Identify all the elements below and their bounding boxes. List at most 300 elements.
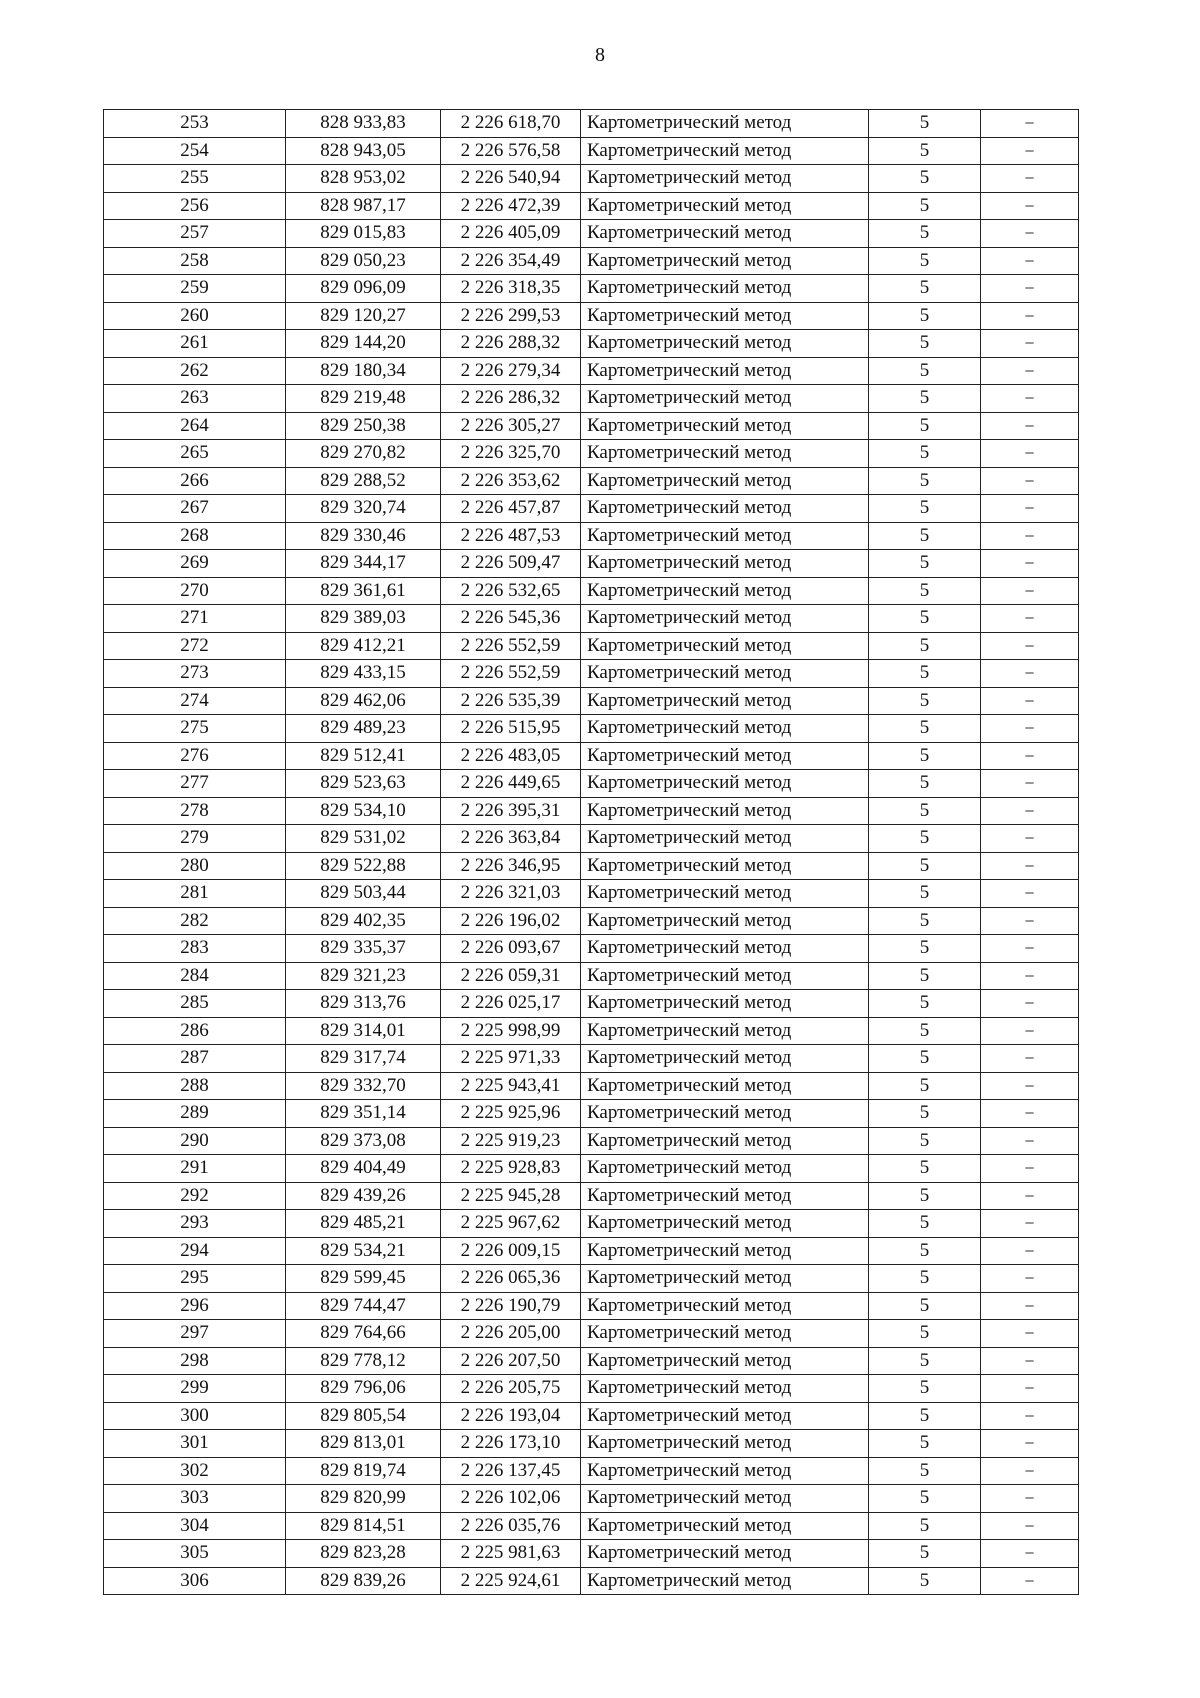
method-cell: Картометрический метод xyxy=(581,742,869,770)
point-number-cell: 274 xyxy=(104,687,286,715)
accuracy-cell: 5 xyxy=(869,770,981,798)
accuracy-cell: 5 xyxy=(869,907,981,935)
point-number-cell: 284 xyxy=(104,962,286,990)
point-number-cell: 265 xyxy=(104,440,286,468)
point-number-cell: 275 xyxy=(104,715,286,743)
x-coordinate-cell: 828 953,02 xyxy=(286,165,441,193)
accuracy-cell: 5 xyxy=(869,1540,981,1568)
y-coordinate-cell: 2 225 971,33 xyxy=(441,1045,581,1073)
table-row xyxy=(104,1540,1079,1568)
x-coordinate-cell: 829 317,74 xyxy=(286,1045,441,1073)
table-row xyxy=(104,1237,1079,1265)
note-cell: – xyxy=(981,1100,1079,1128)
table-row xyxy=(104,137,1079,165)
table-row xyxy=(104,990,1079,1018)
x-coordinate-cell: 829 288,52 xyxy=(286,467,441,495)
accuracy-cell: 5 xyxy=(869,110,981,138)
point-number-cell: 276 xyxy=(104,742,286,770)
method-cell: Картометрический метод xyxy=(581,522,869,550)
y-coordinate-cell: 2 226 190,79 xyxy=(441,1292,581,1320)
note-cell: – xyxy=(981,715,1079,743)
point-number-cell: 295 xyxy=(104,1265,286,1293)
point-number-cell: 280 xyxy=(104,852,286,880)
note-cell: – xyxy=(981,165,1079,193)
x-coordinate-cell: 829 820,99 xyxy=(286,1485,441,1513)
method-cell: Картометрический метод xyxy=(581,1347,869,1375)
coordinates-table xyxy=(103,109,1079,1595)
note-cell: – xyxy=(981,907,1079,935)
method-cell: Картометрический метод xyxy=(581,1210,869,1238)
point-number-cell: 289 xyxy=(104,1100,286,1128)
method-cell: Картометрический метод xyxy=(581,1155,869,1183)
method-cell: Картометрический метод xyxy=(581,550,869,578)
point-number-cell: 259 xyxy=(104,275,286,303)
table-row xyxy=(104,1072,1079,1100)
note-cell: – xyxy=(981,1210,1079,1238)
point-number-cell: 281 xyxy=(104,880,286,908)
table-row xyxy=(104,330,1079,358)
method-cell: Картометрический метод xyxy=(581,990,869,1018)
accuracy-cell: 5 xyxy=(869,137,981,165)
method-cell: Картометрический метод xyxy=(581,440,869,468)
accuracy-cell: 5 xyxy=(869,660,981,688)
x-coordinate-cell: 829 778,12 xyxy=(286,1347,441,1375)
y-coordinate-cell: 2 226 093,67 xyxy=(441,935,581,963)
accuracy-cell: 5 xyxy=(869,1045,981,1073)
point-number-cell: 261 xyxy=(104,330,286,358)
table-row xyxy=(104,1320,1079,1348)
y-coordinate-cell: 2 226 552,59 xyxy=(441,632,581,660)
point-number-cell: 304 xyxy=(104,1512,286,1540)
table-row xyxy=(104,110,1079,138)
y-coordinate-cell: 2 226 286,32 xyxy=(441,385,581,413)
point-number-cell: 278 xyxy=(104,797,286,825)
point-number-cell: 271 xyxy=(104,605,286,633)
method-cell: Картометрический метод xyxy=(581,385,869,413)
x-coordinate-cell: 829 404,49 xyxy=(286,1155,441,1183)
point-number-cell: 263 xyxy=(104,385,286,413)
point-number-cell: 287 xyxy=(104,1045,286,1073)
table-row xyxy=(104,412,1079,440)
note-cell: – xyxy=(981,632,1079,660)
x-coordinate-cell: 829 489,23 xyxy=(286,715,441,743)
accuracy-cell: 5 xyxy=(869,797,981,825)
y-coordinate-cell: 2 226 552,59 xyxy=(441,660,581,688)
note-cell: – xyxy=(981,1512,1079,1540)
point-number-cell: 253 xyxy=(104,110,286,138)
note-cell: – xyxy=(981,742,1079,770)
note-cell: – xyxy=(981,1265,1079,1293)
table-row xyxy=(104,852,1079,880)
point-number-cell: 293 xyxy=(104,1210,286,1238)
x-coordinate-cell: 829 813,01 xyxy=(286,1430,441,1458)
point-number-cell: 266 xyxy=(104,467,286,495)
table-row xyxy=(104,1430,1079,1458)
note-cell: – xyxy=(981,1485,1079,1513)
point-number-cell: 283 xyxy=(104,935,286,963)
table-row xyxy=(104,1567,1079,1595)
table-row xyxy=(104,302,1079,330)
note-cell: – xyxy=(981,880,1079,908)
y-coordinate-cell: 2 226 515,95 xyxy=(441,715,581,743)
point-number-cell: 262 xyxy=(104,357,286,385)
y-coordinate-cell: 2 226 102,06 xyxy=(441,1485,581,1513)
x-coordinate-cell: 829 335,37 xyxy=(286,935,441,963)
note-cell: – xyxy=(981,220,1079,248)
point-number-cell: 285 xyxy=(104,990,286,1018)
x-coordinate-cell: 829 485,21 xyxy=(286,1210,441,1238)
table-row xyxy=(104,275,1079,303)
y-coordinate-cell: 2 226 535,39 xyxy=(441,687,581,715)
note-cell: – xyxy=(981,302,1079,330)
method-cell: Картометрический метод xyxy=(581,907,869,935)
accuracy-cell: 5 xyxy=(869,1017,981,1045)
method-cell: Картометрический метод xyxy=(581,1457,869,1485)
accuracy-cell: 5 xyxy=(869,1237,981,1265)
y-coordinate-cell: 2 225 924,61 xyxy=(441,1567,581,1595)
x-coordinate-cell: 829 412,21 xyxy=(286,632,441,660)
method-cell: Картометрический метод xyxy=(581,1182,869,1210)
y-coordinate-cell: 2 225 943,41 xyxy=(441,1072,581,1100)
method-cell: Картометрический метод xyxy=(581,1402,869,1430)
accuracy-cell: 5 xyxy=(869,1375,981,1403)
method-cell: Картометрический метод xyxy=(581,605,869,633)
note-cell: – xyxy=(981,1072,1079,1100)
method-cell: Картометрический метод xyxy=(581,1045,869,1073)
y-coordinate-cell: 2 226 009,15 xyxy=(441,1237,581,1265)
accuracy-cell: 5 xyxy=(869,1292,981,1320)
method-cell: Картометрический метод xyxy=(581,110,869,138)
page-number: 8 xyxy=(595,44,605,66)
method-cell: Картометрический метод xyxy=(581,412,869,440)
accuracy-cell: 5 xyxy=(869,1100,981,1128)
method-cell: Картометрический метод xyxy=(581,1017,869,1045)
point-number-cell: 300 xyxy=(104,1402,286,1430)
table-row xyxy=(104,440,1079,468)
accuracy-cell: 5 xyxy=(869,742,981,770)
point-number-cell: 256 xyxy=(104,192,286,220)
accuracy-cell: 5 xyxy=(869,1265,981,1293)
y-coordinate-cell: 2 226 618,70 xyxy=(441,110,581,138)
table-row xyxy=(104,742,1079,770)
x-coordinate-cell: 829 344,17 xyxy=(286,550,441,578)
point-number-cell: 270 xyxy=(104,577,286,605)
accuracy-cell: 5 xyxy=(869,247,981,275)
accuracy-cell: 5 xyxy=(869,1182,981,1210)
x-coordinate-cell: 829 433,15 xyxy=(286,660,441,688)
accuracy-cell: 5 xyxy=(869,990,981,1018)
table-row xyxy=(104,192,1079,220)
y-coordinate-cell: 2 226 457,87 xyxy=(441,495,581,523)
point-number-cell: 269 xyxy=(104,550,286,578)
method-cell: Картометрический метод xyxy=(581,467,869,495)
note-cell: – xyxy=(981,1237,1079,1265)
y-coordinate-cell: 2 226 065,36 xyxy=(441,1265,581,1293)
x-coordinate-cell: 829 523,63 xyxy=(286,770,441,798)
point-number-cell: 296 xyxy=(104,1292,286,1320)
table-row xyxy=(104,550,1079,578)
method-cell: Картометрический метод xyxy=(581,935,869,963)
y-coordinate-cell: 2 226 532,65 xyxy=(441,577,581,605)
y-coordinate-cell: 2 226 288,32 xyxy=(441,330,581,358)
note-cell: – xyxy=(981,1045,1079,1073)
table-row xyxy=(104,1265,1079,1293)
method-cell: Картометрический метод xyxy=(581,852,869,880)
accuracy-cell: 5 xyxy=(869,962,981,990)
note-cell: – xyxy=(981,1375,1079,1403)
x-coordinate-cell: 829 050,23 xyxy=(286,247,441,275)
table-row xyxy=(104,935,1079,963)
x-coordinate-cell: 829 512,41 xyxy=(286,742,441,770)
accuracy-cell: 5 xyxy=(869,1457,981,1485)
note-cell: – xyxy=(981,522,1079,550)
note-cell: – xyxy=(981,825,1079,853)
method-cell: Картометрический метод xyxy=(581,577,869,605)
method-cell: Картометрический метод xyxy=(581,660,869,688)
accuracy-cell: 5 xyxy=(869,192,981,220)
table-row xyxy=(104,1485,1079,1513)
x-coordinate-cell: 829 313,76 xyxy=(286,990,441,1018)
y-coordinate-cell: 2 226 299,53 xyxy=(441,302,581,330)
table-row xyxy=(104,825,1079,853)
accuracy-cell: 5 xyxy=(869,1210,981,1238)
point-number-cell: 298 xyxy=(104,1347,286,1375)
x-coordinate-cell: 829 764,66 xyxy=(286,1320,441,1348)
point-number-cell: 255 xyxy=(104,165,286,193)
table-row xyxy=(104,715,1079,743)
table-row xyxy=(104,1127,1079,1155)
note-cell: – xyxy=(981,440,1079,468)
table-row xyxy=(104,1182,1079,1210)
note-cell: – xyxy=(981,1320,1079,1348)
note-cell: – xyxy=(981,1540,1079,1568)
accuracy-cell: 5 xyxy=(869,357,981,385)
y-coordinate-cell: 2 226 321,03 xyxy=(441,880,581,908)
method-cell: Картометрический метод xyxy=(581,715,869,743)
x-coordinate-cell: 829 373,08 xyxy=(286,1127,441,1155)
note-cell: – xyxy=(981,797,1079,825)
method-cell: Картометрический метод xyxy=(581,1072,869,1100)
y-coordinate-cell: 2 225 928,83 xyxy=(441,1155,581,1183)
accuracy-cell: 5 xyxy=(869,577,981,605)
x-coordinate-cell: 829 531,02 xyxy=(286,825,441,853)
accuracy-cell: 5 xyxy=(869,275,981,303)
accuracy-cell: 5 xyxy=(869,1347,981,1375)
point-number-cell: 267 xyxy=(104,495,286,523)
table-row xyxy=(104,770,1079,798)
table-row xyxy=(104,1457,1079,1485)
note-cell: – xyxy=(981,385,1079,413)
accuracy-cell: 5 xyxy=(869,632,981,660)
accuracy-cell: 5 xyxy=(869,1320,981,1348)
accuracy-cell: 5 xyxy=(869,302,981,330)
accuracy-cell: 5 xyxy=(869,330,981,358)
accuracy-cell: 5 xyxy=(869,467,981,495)
table-row xyxy=(104,1347,1079,1375)
note-cell: – xyxy=(981,687,1079,715)
point-number-cell: 282 xyxy=(104,907,286,935)
table-row xyxy=(104,1045,1079,1073)
x-coordinate-cell: 829 351,14 xyxy=(286,1100,441,1128)
method-cell: Картометрический метод xyxy=(581,495,869,523)
note-cell: – xyxy=(981,357,1079,385)
table-row xyxy=(104,962,1079,990)
point-number-cell: 306 xyxy=(104,1567,286,1595)
accuracy-cell: 5 xyxy=(869,1072,981,1100)
x-coordinate-cell: 829 270,82 xyxy=(286,440,441,468)
note-cell: – xyxy=(981,990,1079,1018)
y-coordinate-cell: 2 226 318,35 xyxy=(441,275,581,303)
x-coordinate-cell: 829 744,47 xyxy=(286,1292,441,1320)
method-cell: Картометрический метод xyxy=(581,1100,869,1128)
y-coordinate-cell: 2 226 576,58 xyxy=(441,137,581,165)
point-number-cell: 290 xyxy=(104,1127,286,1155)
method-cell: Картометрический метод xyxy=(581,632,869,660)
point-number-cell: 302 xyxy=(104,1457,286,1485)
y-coordinate-cell: 2 226 509,47 xyxy=(441,550,581,578)
x-coordinate-cell: 829 402,35 xyxy=(286,907,441,935)
x-coordinate-cell: 828 987,17 xyxy=(286,192,441,220)
method-cell: Картометрический метод xyxy=(581,1237,869,1265)
method-cell: Картометрический метод xyxy=(581,1512,869,1540)
x-coordinate-cell: 828 943,05 xyxy=(286,137,441,165)
note-cell: – xyxy=(981,467,1079,495)
y-coordinate-cell: 2 226 354,49 xyxy=(441,247,581,275)
method-cell: Картометрический метод xyxy=(581,1292,869,1320)
table-row xyxy=(104,357,1079,385)
note-cell: – xyxy=(981,605,1079,633)
method-cell: Картометрический метод xyxy=(581,192,869,220)
table-row xyxy=(104,660,1079,688)
x-coordinate-cell: 829 330,46 xyxy=(286,522,441,550)
y-coordinate-cell: 2 226 405,09 xyxy=(441,220,581,248)
point-number-cell: 258 xyxy=(104,247,286,275)
note-cell: – xyxy=(981,1347,1079,1375)
point-number-cell: 279 xyxy=(104,825,286,853)
accuracy-cell: 5 xyxy=(869,550,981,578)
method-cell: Картометрический метод xyxy=(581,1485,869,1513)
accuracy-cell: 5 xyxy=(869,825,981,853)
table-row xyxy=(104,605,1079,633)
y-coordinate-cell: 2 225 925,96 xyxy=(441,1100,581,1128)
y-coordinate-cell: 2 226 059,31 xyxy=(441,962,581,990)
accuracy-cell: 5 xyxy=(869,1430,981,1458)
note-cell: – xyxy=(981,1155,1079,1183)
accuracy-cell: 5 xyxy=(869,935,981,963)
method-cell: Картометрический метод xyxy=(581,797,869,825)
table-row xyxy=(104,1155,1079,1183)
table-row xyxy=(104,467,1079,495)
y-coordinate-cell: 2 226 173,10 xyxy=(441,1430,581,1458)
accuracy-cell: 5 xyxy=(869,1485,981,1513)
y-coordinate-cell: 2 226 363,84 xyxy=(441,825,581,853)
table-row xyxy=(104,1292,1079,1320)
note-cell: – xyxy=(981,1292,1079,1320)
x-coordinate-cell: 829 144,20 xyxy=(286,330,441,358)
method-cell: Картометрический метод xyxy=(581,1567,869,1595)
x-coordinate-cell: 829 120,27 xyxy=(286,302,441,330)
accuracy-cell: 5 xyxy=(869,1155,981,1183)
x-coordinate-cell: 829 839,26 xyxy=(286,1567,441,1595)
accuracy-cell: 5 xyxy=(869,880,981,908)
note-cell: – xyxy=(981,770,1079,798)
table-row xyxy=(104,220,1079,248)
method-cell: Картометрический метод xyxy=(581,137,869,165)
x-coordinate-cell: 829 361,61 xyxy=(286,577,441,605)
note-cell: – xyxy=(981,110,1079,138)
note-cell: – xyxy=(981,660,1079,688)
note-cell: – xyxy=(981,1430,1079,1458)
y-coordinate-cell: 2 226 025,17 xyxy=(441,990,581,1018)
accuracy-cell: 5 xyxy=(869,495,981,523)
table-row xyxy=(104,1017,1079,1045)
y-coordinate-cell: 2 226 487,53 xyxy=(441,522,581,550)
note-cell: – xyxy=(981,1402,1079,1430)
table-row xyxy=(104,1375,1079,1403)
method-cell: Картометрический метод xyxy=(581,330,869,358)
table-row xyxy=(104,522,1079,550)
x-coordinate-cell: 829 599,45 xyxy=(286,1265,441,1293)
note-cell: – xyxy=(981,495,1079,523)
note-cell: – xyxy=(981,1127,1079,1155)
method-cell: Картометрический метод xyxy=(581,165,869,193)
x-coordinate-cell: 829 320,74 xyxy=(286,495,441,523)
note-cell: – xyxy=(981,1457,1079,1485)
method-cell: Картометрический метод xyxy=(581,1265,869,1293)
point-number-cell: 291 xyxy=(104,1155,286,1183)
point-number-cell: 297 xyxy=(104,1320,286,1348)
accuracy-cell: 5 xyxy=(869,1567,981,1595)
x-coordinate-cell: 829 096,09 xyxy=(286,275,441,303)
y-coordinate-cell: 2 226 196,02 xyxy=(441,907,581,935)
table-row xyxy=(104,880,1079,908)
accuracy-cell: 5 xyxy=(869,605,981,633)
y-coordinate-cell: 2 226 205,75 xyxy=(441,1375,581,1403)
x-coordinate-cell: 829 819,74 xyxy=(286,1457,441,1485)
x-coordinate-cell: 829 462,06 xyxy=(286,687,441,715)
note-cell: – xyxy=(981,577,1079,605)
table-row xyxy=(104,385,1079,413)
method-cell: Картометрический метод xyxy=(581,275,869,303)
point-number-cell: 305 xyxy=(104,1540,286,1568)
note-cell: – xyxy=(981,192,1079,220)
x-coordinate-cell: 829 314,01 xyxy=(286,1017,441,1045)
point-number-cell: 292 xyxy=(104,1182,286,1210)
accuracy-cell: 5 xyxy=(869,1127,981,1155)
point-number-cell: 286 xyxy=(104,1017,286,1045)
y-coordinate-cell: 2 226 395,31 xyxy=(441,797,581,825)
accuracy-cell: 5 xyxy=(869,220,981,248)
accuracy-cell: 5 xyxy=(869,852,981,880)
y-coordinate-cell: 2 225 967,62 xyxy=(441,1210,581,1238)
x-coordinate-cell: 829 814,51 xyxy=(286,1512,441,1540)
note-cell: – xyxy=(981,935,1079,963)
table-row xyxy=(104,1512,1079,1540)
point-number-cell: 273 xyxy=(104,660,286,688)
table-row xyxy=(104,495,1079,523)
point-number-cell: 299 xyxy=(104,1375,286,1403)
y-coordinate-cell: 2 226 205,00 xyxy=(441,1320,581,1348)
y-coordinate-cell: 2 225 981,63 xyxy=(441,1540,581,1568)
x-coordinate-cell: 829 439,26 xyxy=(286,1182,441,1210)
note-cell: – xyxy=(981,330,1079,358)
point-number-cell: 264 xyxy=(104,412,286,440)
y-coordinate-cell: 2 226 472,39 xyxy=(441,192,581,220)
accuracy-cell: 5 xyxy=(869,1512,981,1540)
x-coordinate-cell: 829 823,28 xyxy=(286,1540,441,1568)
table-row xyxy=(104,1210,1079,1238)
accuracy-cell: 5 xyxy=(869,165,981,193)
